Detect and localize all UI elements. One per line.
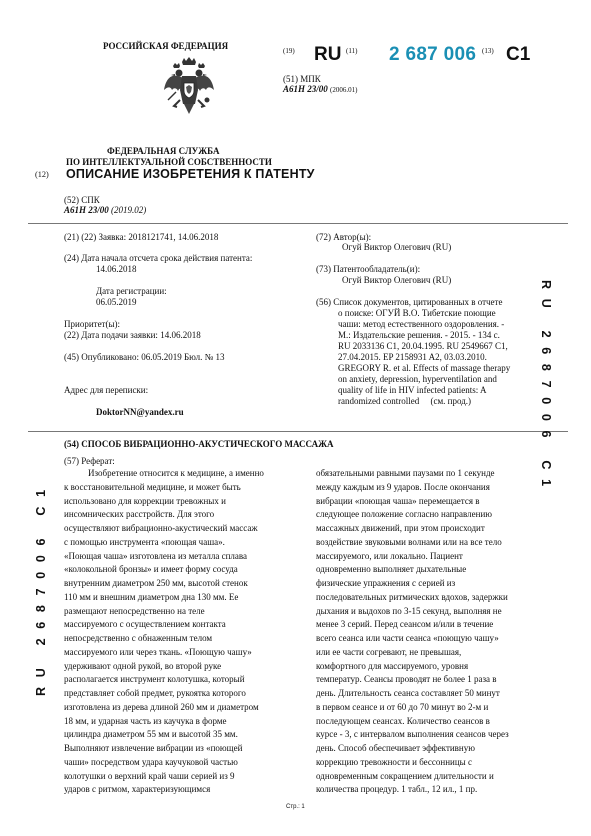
spk-year: (2019.02) xyxy=(111,205,147,215)
side-patent-number-right: RU 2687006 C1 xyxy=(539,280,553,496)
abstract-line: день. Длительность сеанса составляет 50 минут xyxy=(316,688,500,698)
code-19: (19) xyxy=(283,47,295,55)
term-label: (24) Дата начала отсчета срока действия патента: xyxy=(64,253,253,263)
cited-docs-line: randomized controlled xyxy=(338,396,420,406)
side-patent-number-left: RU 2687006 C1 xyxy=(34,480,48,696)
cited-docs-line: М.: Издательские решения. - 2015. - 134 с. xyxy=(338,330,500,340)
abstract-line: количества процедур. 1 табл., 12 ил., 1 пр. xyxy=(316,784,478,795)
abstract-line: между каждым из 9 ударов. После окончания xyxy=(316,481,490,492)
abstract-line: осуществляют вибрационно-акустический массаж xyxy=(64,523,258,533)
abstract-line: коррекцию тревожности и бессонницы с xyxy=(316,756,472,767)
agency-line-1: ФЕДЕРАЛЬНАЯ СЛУЖБА xyxy=(107,146,220,156)
abstract-line: дыхания и выдохов по 3-15 секунд, выполняя не xyxy=(316,605,502,616)
term-value: 14.06.2018 xyxy=(96,264,137,274)
abstract-line: использовано для коррекции тревожных и xyxy=(64,495,226,506)
owner-value: Огуй Виктор Олегович (RU) xyxy=(342,275,452,285)
abstract-line: «колокольной бронзы» и имеет форму сосуда xyxy=(64,564,238,575)
document-title: ОПИСАНИЕ ИЗОБРЕТЕНИЯ К ПАТЕНТУ xyxy=(66,167,315,181)
abstract-line: комфортного для массируемого, уровня xyxy=(316,660,469,671)
abstract-line: изготовлена из дерева длиной 260 мм и диаметром xyxy=(64,701,259,712)
priority-prefix: (22) Дата подачи заявки: xyxy=(64,330,161,340)
cited-docs-continued: (см. прод.) xyxy=(430,396,472,406)
header-rule xyxy=(28,223,568,224)
abstract-line: Выполняют извлечение вибрации из «поющей xyxy=(64,743,243,753)
abstract-line: внутренним диаметром 250 мм, высотой стенок xyxy=(64,578,248,588)
abstract-line: Изобретение относится к медицине, а именно xyxy=(88,468,264,478)
code-13: (13) xyxy=(482,47,494,55)
code-11: (11) xyxy=(346,47,358,55)
abstract-line: цилиндра диаметром 55 мм и высотой 35 мм. xyxy=(64,729,238,740)
registration-label: Дата регистрации: xyxy=(96,286,167,296)
abstract-line: менее 3 серий. Перед сеансом и/или в течение xyxy=(316,619,494,630)
spk-label: (52) СПК xyxy=(64,195,100,205)
invention-title: (54) СПОСОБ ВИБРАЦИОННО-АКУСТИЧЕСКОГО МАССАЖА xyxy=(64,439,334,449)
cited-docs-line: on anxiety, depression, hyperventilation and xyxy=(338,374,497,384)
abstract-line: удерживают одной рукой, во второй руке xyxy=(64,660,222,671)
abstract-column-left xyxy=(64,467,300,797)
published-date: 06.05.2019 xyxy=(141,352,182,362)
abstract-line: инсомнических расстройств. Для этого xyxy=(64,509,215,520)
abstract-line: физические упражнения с серией из xyxy=(316,578,456,588)
cited-docs-line: RU 2033136 C1, 20.04.1995. RU 2549667 C1, xyxy=(338,341,508,351)
bulletin-number: Бюл. № 13 xyxy=(181,352,225,362)
mpk-year: (2006.01) xyxy=(330,86,358,94)
priority-label: Приоритет(ы): xyxy=(64,319,121,329)
abstract-line: последовательных ритмических вдохов, задержки xyxy=(316,591,508,602)
abstract-line: чаши» посредством удара каучуковой частью xyxy=(64,756,238,767)
owner-label: (73) Патентообладатель(и): xyxy=(316,264,421,274)
abstract-line: к восстановительной медицине, и может быть xyxy=(64,481,241,492)
abstract-line: последующем сеансах. Количество сеансов в xyxy=(316,715,490,726)
country-code: RU xyxy=(314,44,342,65)
abstract-line: располагается инструмент колотушка, который xyxy=(64,674,245,685)
abstract-line: 18 мм, и ударная часть из каучука в форме xyxy=(64,715,227,726)
abstract-line: «Поющая чаша» изготовлена из металла сплава xyxy=(64,550,248,561)
abstract-line: одновременно выполняет дыхательные xyxy=(316,564,467,575)
abstract-line: курсе - 3, с интервалом выполнения сеансов через xyxy=(316,729,509,740)
abstract-line: массируемого, или локально. Пациент xyxy=(316,550,463,561)
abstract-line: 110 мм и внешним диаметром дна 130 мм. Ее xyxy=(64,591,239,602)
address-email[interactable]: DoktorNN@yandex.ru xyxy=(96,407,184,417)
abstract-label: (57) Реферат: xyxy=(64,456,115,466)
abstract-column-right xyxy=(316,467,540,797)
address-label: Адрес для переписки: xyxy=(64,385,149,395)
abstract-line: день. Способ обеспечивает эффективную xyxy=(316,743,475,753)
abstract-line: представляет собой предмет, рукоятка которого xyxy=(64,688,246,698)
abstract-line: следующее положение согласно направлению xyxy=(316,509,493,520)
abstract-line: температур. Сеансы проводят не более 1 раза в xyxy=(316,674,497,685)
abstract-line: колотушки о верхний край чаши серией из 9 xyxy=(64,770,235,781)
mpk-label: (51) МПК xyxy=(283,74,321,84)
coat-of-arms-icon xyxy=(162,56,216,122)
abstract-line: массируемого или через ткань. «Поющую чашу» xyxy=(64,646,252,657)
priority-value: 14.06.2018 xyxy=(160,330,201,340)
abstract-line: или ее части согревают, не превышая, xyxy=(316,646,462,657)
patent-number: 2 687 006 xyxy=(389,44,477,65)
abstract-line: размещают непосредственно на теле xyxy=(64,605,205,616)
cited-docs-line: (56) Список документов, цитированных в отчете xyxy=(316,297,503,307)
abstract-line: одновременным сокращением длительности и xyxy=(316,770,494,781)
abstract-line: ударов с ритмом, характеризующимся xyxy=(64,784,211,795)
abstract-line: обязательными равными паузами по 1 секунде xyxy=(316,468,495,478)
cited-docs-line: о поиске: ОГУЙ В.О. Тибетские поющие xyxy=(338,308,496,318)
author-value: Огуй Виктор Олегович (RU) xyxy=(342,242,452,252)
abstract-line: с помощью инструмента «поющая чаша». xyxy=(64,536,225,547)
published-prefix: (45) Опубликовано: xyxy=(64,352,142,362)
agency-line-2: ПО ИНТЕЛЛЕКТУАЛЬНОЙ СОБСТВЕННОСТИ xyxy=(66,157,272,167)
biblio-rule xyxy=(28,431,568,432)
registration-value: 06.05.2019 xyxy=(96,297,137,307)
cited-docs-line: quality of life in HIV infected patients: A xyxy=(338,385,487,395)
abstract-line: вибрации «поющая чаша» перемещается в xyxy=(316,495,480,506)
application-number: (21) (22) Заявка: 2018121741, 14.06.2018 xyxy=(64,232,219,242)
author-label: (72) Автор(ы): xyxy=(316,232,372,242)
country-name: РОССИЙСКАЯ ФЕДЕРАЦИЯ xyxy=(103,41,229,51)
cited-docs-line: чаши: метод естественного оздоровления. - xyxy=(338,319,505,329)
abstract-line: всего сеанса или части сеанса «поющую чашу» xyxy=(316,633,499,643)
cited-docs-line: GREGORY R. et al. Effects of massage therapy xyxy=(338,363,511,373)
mpk-value: A61H 23/00 xyxy=(283,84,328,94)
abstract-line: в первом сеансе и от 60 до 70 минут во 2-м и xyxy=(316,701,489,712)
kind-code: C1 xyxy=(506,44,531,65)
abstract-line: воздействие звуковыми волнами или на все тело xyxy=(316,536,502,547)
spk-value: A61H 23/00 xyxy=(64,205,109,215)
abstract-line: массажных движений, при этом происходит xyxy=(316,523,485,533)
code-12: (12) xyxy=(35,170,49,179)
abstract-line: массируемого с осуществлением контакта xyxy=(64,619,226,630)
page-number: Стр.: 1 xyxy=(286,804,305,810)
abstract-line: непосредственно с обнаженным телом xyxy=(64,633,213,643)
cited-docs-line: 27.04.2015. EP 2158931 A2, 03.03.2010. xyxy=(338,352,487,362)
